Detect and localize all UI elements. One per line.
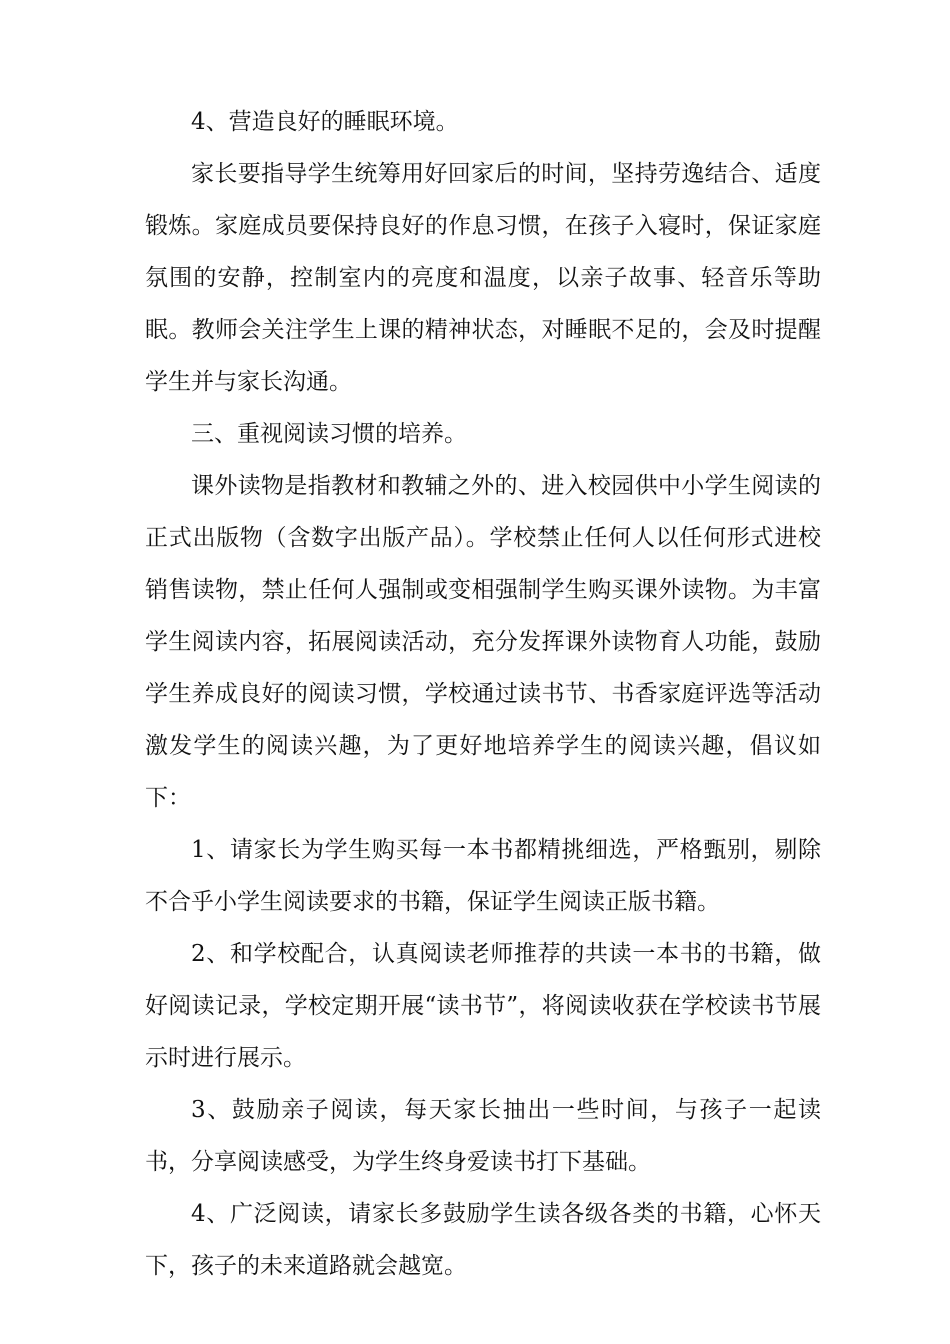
document-body: [145, 96, 821, 1292]
paragraph-extracurricular-reading: 课外读物是指教材和教辅之外的、进入校园供中小学生阅读的正式出版物（含数字出版产品）。学校禁止任何人以任何形式进校销售读物，禁止任何人强制或变相强制学生购买课外读物。为丰富学生阅读内容，拓展阅读活动，充分发挥课外读物育人功能，鼓励学生养成良好的阅读习惯，学校通过读书节、书香家庭评选等活动激发学生的阅读兴趣，为了更好地培养学生的阅读兴趣，倡议如下：: [145, 473, 821, 811]
paragraph-suggestion-2: 2、和学校配合，认真阅读老师推荐的共读一本书的书籍，做好阅读记录，学校定期开展“读书节”，将阅读收获在学校读书节展示时进行展示。: [145, 941, 821, 1071]
paragraph-suggestion-3: 3、鼓励亲子阅读，每天家长抽出一些时间，与孩子一起读书，分享阅读感受，为学生终身爱读书打下基础。: [145, 1097, 821, 1175]
paragraph-sleep-environment-heading: 4、营造良好的睡眠环境。: [191, 109, 459, 135]
paragraph-sleep-guidance: 家长要指导学生统筹用好回家后的时间，坚持劳逸结合、适度锻炼。家庭成员要保持良好的作息习惯，在孩子入寝时，保证家庭氛围的安静，控制室内的亮度和温度，以亲子故事、轻音乐等助眠。教师会关注学生上课的精神状态，对睡眠不足的，会及时提醒学生并与家长沟通。: [145, 161, 821, 395]
paragraph-reading-habit-heading: 三、重视阅读习惯的培养。: [191, 421, 467, 447]
paragraph-suggestion-4: 4、广泛阅读，请家长多鼓励学生读各级各类的书籍，心怀天下，孩子的未来道路就会越宽。: [145, 1201, 821, 1279]
paragraph-suggestion-1: 1、请家长为学生购买每一本书都精挑细选，严格甄别，剔除不合乎小学生阅读要求的书籍，保证学生阅读正版书籍。: [145, 837, 821, 915]
